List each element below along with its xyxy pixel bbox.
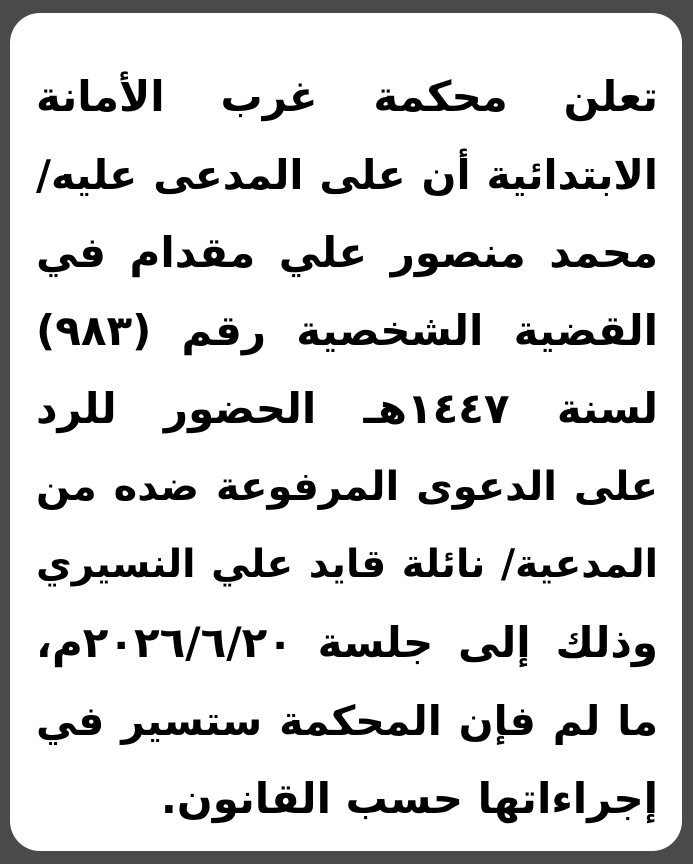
notice-line-2: الابتدائية أن على المدعى عليه/ [36, 151, 658, 199]
court-notice-text [36, 58, 658, 838]
notice-line-3: محمد منصور علي مقدام في [36, 228, 658, 277]
notice-line-7: المدعية/ نائلة قايد علي النسيري [36, 542, 658, 587]
notice-line-4: القضية الشخصية رقم (٩٨٣) [36, 306, 658, 355]
notice-line-9: ما لم فإن المحكمة ستسير في [36, 697, 658, 745]
notice-line-8: وذلك إلى جلسة ٢٠٢٦/٦/٢٠م، [36, 618, 658, 667]
notice-line-1: تعلن محكمة غرب الأمانة [36, 72, 658, 121]
notice-line-10: إجراءاتها حسب القانون. [160, 774, 658, 823]
notice-line-6: على الدعوى المرفوعة ضده من [36, 464, 658, 510]
notice-line-5: لسنة ١٤٤٧هـ الحضور للرد [36, 384, 658, 433]
